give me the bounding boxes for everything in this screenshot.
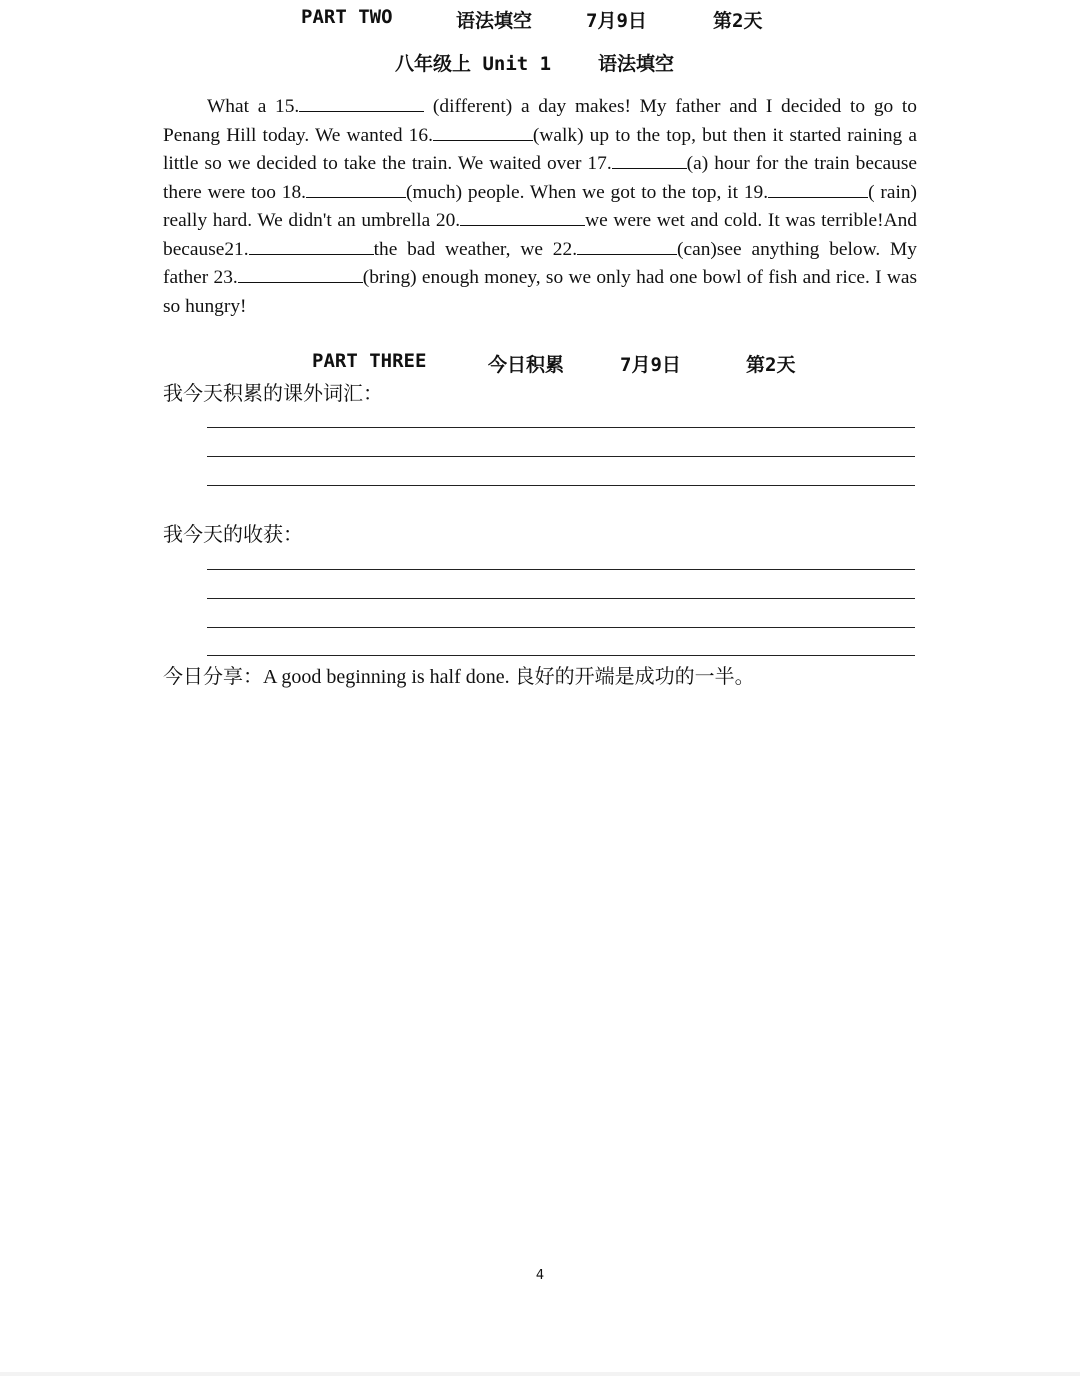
vocab-writing-line[interactable] — [207, 456, 915, 457]
passage-text: (a) hour for the train because there were too 18. — [163, 153, 917, 203]
part-three-label: PART THREE — [312, 350, 427, 372]
unit-title: 语法填空 — [598, 53, 675, 75]
unit-header — [0, 49, 1080, 83]
passage-text: ( rain) really hard. We didn't an umbrella 20. — [163, 181, 917, 231]
harvest-writing-line[interactable] — [207, 569, 915, 570]
share-label: 今日分享： — [163, 664, 263, 688]
page-edge — [0, 1372, 1080, 1376]
part-two-header — [0, 6, 1080, 40]
harvest-label: 我今天的收获： — [163, 522, 303, 546]
vocab-label: 我今天积累的课外词汇： — [163, 381, 383, 405]
answer-blank[interactable] — [306, 180, 406, 198]
harvest-writing-line[interactable] — [207, 598, 915, 599]
daily-share — [163, 660, 755, 689]
cloze-passage — [163, 93, 917, 321]
part-two-date: 7月9日 — [586, 10, 647, 32]
part-three-date: 7月9日 — [620, 354, 681, 376]
passage-text: (bring) enough money, so we only had one bowl of fish and rice. I was so hungry! — [163, 267, 918, 317]
part-three-header — [0, 350, 1080, 384]
passage-text: (different) a day makes! My father and I decided to go to Penang Hill today. We wanted 16. — [163, 96, 917, 146]
share-chinese: 良好的开端是成功的一半。 — [514, 664, 755, 688]
unit-label: 八年级上 Unit 1 — [395, 53, 552, 75]
vocab-writing-line[interactable] — [207, 427, 915, 428]
passage-text: the bad weather, we 22. — [373, 238, 578, 260]
answer-blank[interactable] — [612, 151, 687, 169]
part-three-title: 今日积累 — [488, 354, 565, 376]
harvest-writing-line[interactable] — [207, 655, 915, 656]
part-two-label: PART TWO — [301, 6, 393, 28]
answer-blank[interactable] — [460, 208, 585, 226]
page-number: 4 — [535, 1268, 545, 1283]
passage-text: (much) people. When we got to the top, it 19. — [406, 181, 769, 203]
harvest-writing-line[interactable] — [207, 627, 915, 628]
passage-text: (walk) up to the top, but then it started raining a little so we decided to take the train. We waited over 17. — [163, 124, 917, 174]
part-three-day: 第2天 — [746, 354, 796, 376]
answer-blank[interactable] — [299, 94, 424, 112]
answer-blank[interactable] — [577, 237, 677, 255]
share-english: A good beginning is half done. — [263, 666, 510, 688]
vocab-writing-line[interactable] — [207, 485, 915, 486]
part-two-day: 第2天 — [713, 10, 763, 32]
answer-blank[interactable] — [433, 123, 533, 141]
answer-blank[interactable] — [768, 180, 868, 198]
answer-blank[interactable] — [249, 237, 374, 255]
part-two-title: 语法填空 — [456, 10, 533, 32]
answer-blank[interactable] — [238, 265, 363, 283]
passage-text: we were wet and cold. It was terrible!And because21. — [163, 210, 917, 260]
passage-text: (can)see anything below. My father 23. — [163, 238, 917, 288]
passage-text: What a 15. — [207, 96, 300, 117]
